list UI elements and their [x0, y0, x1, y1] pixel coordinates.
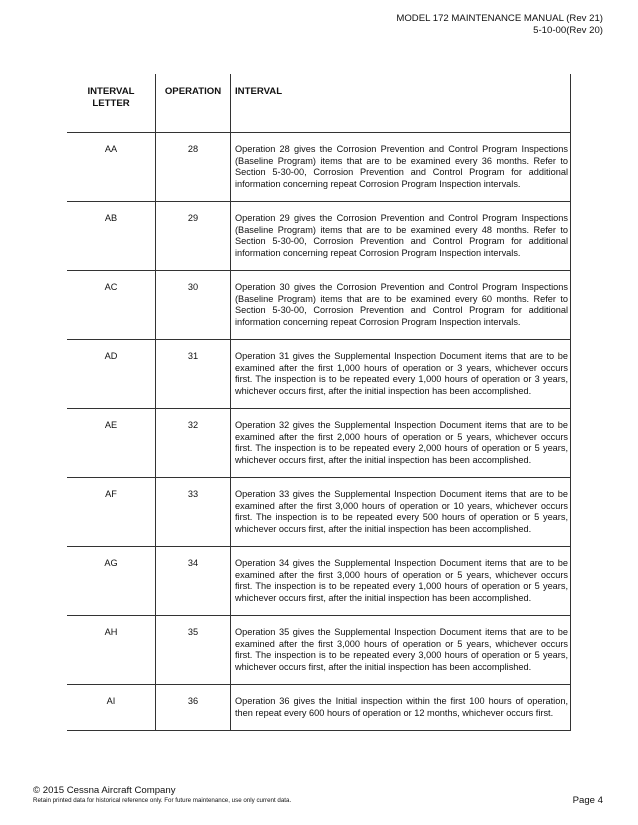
table-header-row: [67, 74, 571, 133]
operation-cell: 29: [156, 202, 231, 271]
operation-cell: 36: [156, 685, 231, 731]
operation-cell: 28: [156, 133, 231, 202]
interval-letter-cell: AH: [67, 616, 156, 685]
column-header-interval-letter: INTERVAL LETTER: [67, 74, 156, 133]
column-header-interval: INTERVAL: [231, 74, 571, 133]
operation-cell: 30: [156, 271, 231, 340]
operation-cell: 32: [156, 409, 231, 478]
interval-description-cell: Operation 31 gives the Supplemental Inspection Document items that are to be examined after the first 1,000 hours of operation or 3 years, whichever occurs first. The inspection is to be repeated every 1,000 hours of operation or 3 years, whichever occurs first, after the initial inspection has been accomplished.: [231, 340, 571, 409]
document-footer: [33, 785, 291, 805]
interval-letter-cell: AA: [67, 133, 156, 202]
operation-cell: 34: [156, 547, 231, 616]
interval-description-cell: Operation 35 gives the Supplemental Inspection Document items that are to be examined after the first 3,000 hours of operation or 5 years, whichever occurs first. The inspection is to be repeated every 3,000 hours of operation or 5 years, whichever occurs first, after the initial inspection has been accomplished.: [231, 616, 571, 685]
interval-description-cell: Operation 30 gives the Corrosion Prevention and Control Program Inspections (Baseline Program) items that are to be examined every 60 months. Refer to Section 5-30-00, Corrosion Prevention and Control Program for additional information concerning repeat Corrosion Program Inspection intervals.: [231, 271, 571, 340]
document-header: [396, 13, 603, 36]
table-row: [67, 340, 571, 409]
interval-description-cell: Operation 29 gives the Corrosion Prevention and Control Program Inspections (Baseline Program) items that are to be examined every 48 months. Refer to Section 5-30-00, Corrosion Prevention and Control Program for additional information concerning repeat Corrosion Program Inspection intervals.: [231, 202, 571, 271]
interval-letter-cell: AI: [67, 685, 156, 731]
data-retention-notice: Retain printed data for historical reference only. For future maintenance, use only current data.: [33, 797, 292, 804]
interval-letter-cell: AF: [67, 478, 156, 547]
inspection-interval-table: [67, 74, 571, 731]
interval-letter-cell: AD: [67, 340, 156, 409]
column-header-operation: OPERATION: [156, 74, 231, 133]
section-revision: 5-10-00(Rev 20): [533, 24, 603, 36]
interval-description-cell: Operation 34 gives the Supplemental Inspection Document items that are to be examined after the first 3,000 hours of operation or 5 years, whichever occurs first. The inspection is to be repeated every 1,000 hours of operation or 5 years, whichever occurs first, after the initial inspection has been accomplished.: [231, 547, 571, 616]
table-row: [67, 133, 571, 202]
copyright-text: © 2015 Cessna Aircraft Company: [33, 785, 176, 796]
interval-description-cell: Operation 36 gives the Initial inspection within the first 100 hours of operation, then repeat every 600 hours of operation or 12 months, whichever occurs first.: [231, 685, 571, 731]
table-row: [67, 271, 571, 340]
table-row: [67, 202, 571, 271]
interval-description-cell: Operation 33 gives the Supplemental Inspection Document items that are to be examined after the first 3,000 hours of operation or 10 years, whichever occurs first. The inspection is to be repeated every 500 hours of operation or 5 years, whichever occurs first, after the initial inspection has been accomplished.: [231, 478, 571, 547]
interval-letter-cell: AC: [67, 271, 156, 340]
manual-title: MODEL 172 MAINTENANCE MANUAL (Rev 21): [396, 13, 603, 24]
table-row: [67, 409, 571, 478]
interval-letter-cell: AE: [67, 409, 156, 478]
table-row: [67, 547, 571, 616]
table-row: [67, 685, 571, 731]
interval-letter-cell: AB: [67, 202, 156, 271]
page-number: Page 4: [572, 795, 603, 806]
operation-cell: 33: [156, 478, 231, 547]
table-row: [67, 616, 571, 685]
interval-description-cell: Operation 32 gives the Supplemental Inspection Document items that are to be examined after the first 2,000 hours of operation or 5 years, whichever occurs first. The inspection is to be repeated every 2,000 hours of operation or 5 years, whichever occurs first, after the initial inspection has been accomplished.: [231, 409, 571, 478]
interval-description-cell: Operation 28 gives the Corrosion Prevention and Control Program Inspections (Baseline Program) items that are to be examined every 36 months. Refer to Section 5-30-00, Corrosion Prevention and Control Program for additional information concerning repeat Corrosion Program Inspection intervals.: [231, 133, 571, 202]
operation-cell: 35: [156, 616, 231, 685]
table-row: [67, 478, 571, 547]
operation-cell: 31: [156, 340, 231, 409]
interval-letter-cell: AG: [67, 547, 156, 616]
